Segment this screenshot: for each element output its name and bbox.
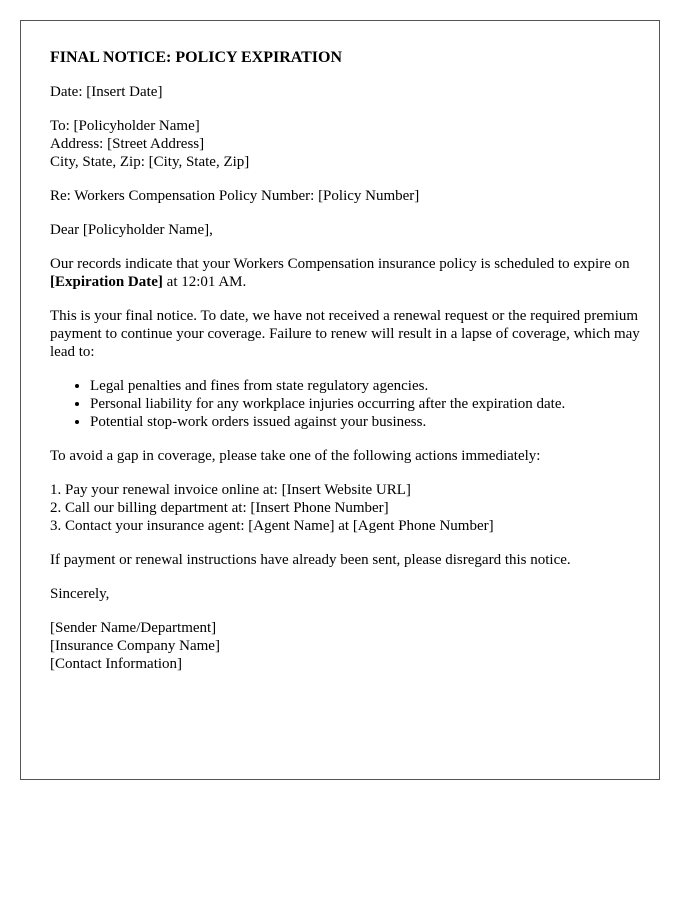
action-item: 2. Call our billing department at: [Insert Phone Number] (50, 500, 389, 516)
recipient-to: To: [Policyholder Name] (50, 118, 200, 134)
recipient-city: City, State, Zip: [City, State, Zip] (50, 154, 250, 170)
signature-block (50, 619, 640, 673)
consequence-list (50, 377, 640, 431)
action-item: 1. Pay your renewal invoice online at: [Insert Website URL] (50, 482, 411, 498)
paragraph-expiration (50, 255, 640, 291)
recipient-address-block (50, 117, 640, 171)
letter-title: FINAL NOTICE: POLICY EXPIRATION (50, 49, 343, 66)
paragraph-expiration-text: Our records indicate that your Workers Compensation insurance policy is scheduled to expire on (50, 256, 630, 272)
signature-company: [Insurance Company Name] (50, 638, 220, 654)
list-item: • Personal liability for any workplace injuries occurring after the expiration date. (90, 395, 640, 413)
letter-document (20, 20, 660, 780)
expiration-date-placeholder: [Expiration Date] (50, 274, 163, 290)
paragraph-expiration-time: at 12:01 AM. (162, 274, 247, 290)
recipient-street: Address: [Street Address] (50, 136, 205, 152)
list-item: • Potential stop-work orders issued against your business. (90, 413, 640, 431)
letter-body (50, 49, 640, 689)
paragraph-disregard: If payment or renewal instructions have already been sent, please disregard this notice. (50, 552, 571, 568)
signature-contact: [Contact Information] (50, 656, 183, 672)
closing: Sincerely, (50, 586, 110, 602)
signature-sender: [Sender Name/Department] (50, 620, 217, 636)
paragraph-final-notice: This is your final notice. To date, we have not received a renewal request or the required premium payment to continue your coverage. Failure to renew will result in a lapse of coverage, which may lead to: (50, 308, 640, 360)
action-list (50, 481, 640, 535)
re-line: Re: Workers Compensation Policy Number: [Policy Number] (50, 188, 420, 204)
date-line: Date: [Insert Date] (50, 84, 163, 100)
salutation: Dear [Policyholder Name], (50, 222, 213, 238)
list-item: • Legal penalties and fines from state regulatory agencies. (90, 377, 640, 395)
action-item: 3. Contact your insurance agent: [Agent Name] at [Agent Phone Number] (50, 518, 494, 534)
paragraph-actions-intro: To avoid a gap in coverage, please take one of the following actions immediately: (50, 448, 541, 464)
